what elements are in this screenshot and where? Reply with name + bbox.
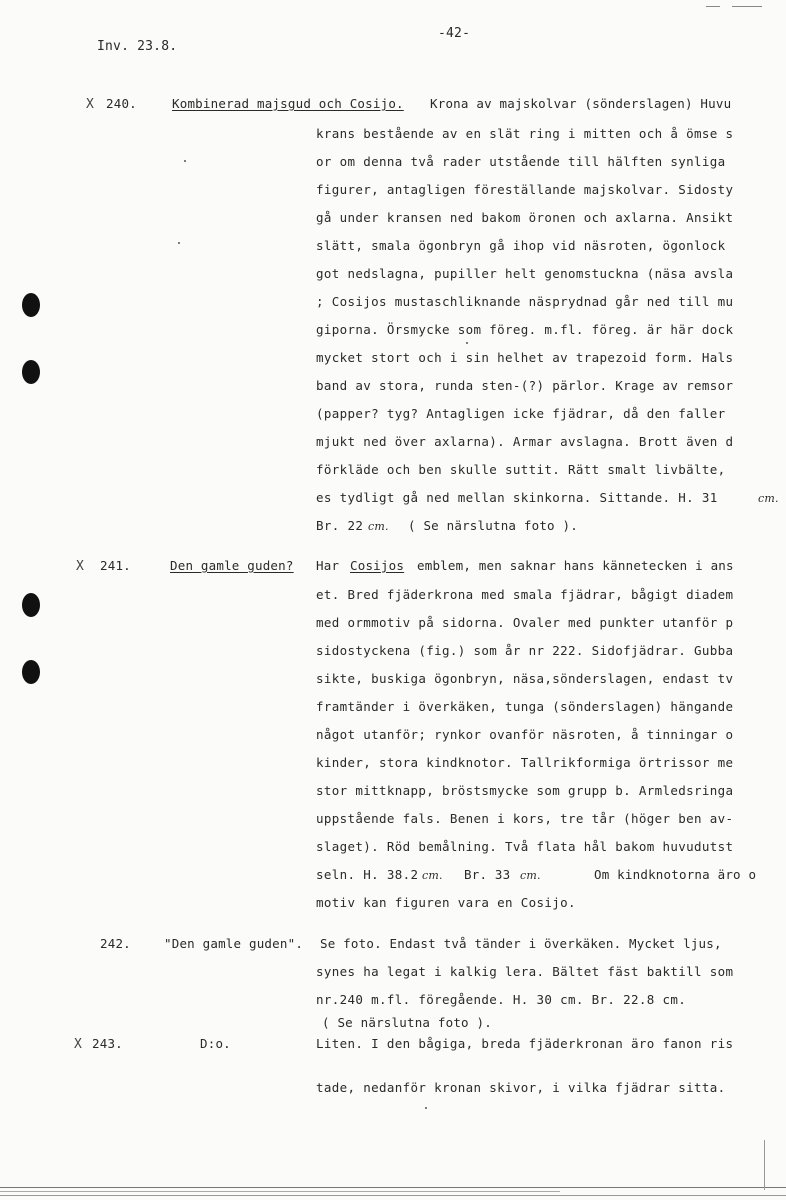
scan-mark — [706, 6, 720, 7]
entry-number: 242. — [100, 936, 131, 951]
check-mark: X — [86, 97, 94, 112]
scan-edge — [0, 1187, 786, 1188]
entry-line: gå under kransen ned bakom öronen och axlarna. Ansikt — [316, 210, 734, 225]
entry-line: krans bestående av en slät ring i mitten och å ömse s — [316, 126, 734, 141]
entry-line: Se foto. Endast två tänder i överkäken. Mycket ljus, — [320, 936, 722, 951]
entry-line: mjukt ned över axlarna). Armar avslagna. Brott även d — [316, 434, 734, 449]
entry-line: mycket stort och i sin helhet av trapezoid form. Hals — [316, 350, 734, 365]
entry-title: "Den gamle guden". — [164, 936, 304, 951]
entry-line: Br. 22 — [316, 518, 364, 533]
entry-line: (papper? tyg? Antagligen icke fjädrar, då den faller — [316, 406, 726, 421]
entry-line: got nedslagna, pupiller helt genomstuckna (näsa avsla — [316, 266, 734, 281]
entry-title: Den gamle guden? — [170, 558, 294, 573]
entry-number: 240. — [106, 96, 137, 111]
binder-hole — [22, 660, 40, 684]
entry-line: kinder, stora kindknotor. Tallrikformiga örtrissor me — [316, 755, 734, 770]
entry-line: tade, nedanför kronan skivor, i vilka fjädrar sitta. — [316, 1080, 726, 1095]
entry-line: Cosijos — [350, 558, 405, 573]
entry-line: motiv kan figuren vara en Cosijo. — [316, 895, 576, 910]
handwritten-unit: cm. — [422, 869, 443, 882]
handwritten-unit: cm. — [520, 869, 541, 882]
entry-line: es tydligt gå ned mellan skinkorna. Sittande. H. 31 — [316, 490, 718, 505]
entry-number: 243. — [92, 1036, 123, 1051]
handwritten-unit: cm. — [758, 492, 779, 505]
check-mark: X — [76, 559, 84, 574]
entry-line: något utanför; rynkor ovanför näsroten, å tinningar o — [316, 727, 734, 742]
page-number: -42- — [438, 26, 471, 41]
scan-speck — [425, 1107, 427, 1109]
scan-speck — [466, 342, 468, 344]
entry-line: framtänder i överkäken, tunga (sönderslagen) hängande — [316, 699, 734, 714]
entry-line: emblem, men saknar hans kännetecken i ans — [417, 558, 734, 573]
entry-line: band av stora, runda sten-(?) pärlor. Krage av remsor — [316, 378, 734, 393]
entry-line: slätt, smala ögonbryn gå ihop vid näsroten, ögonlock — [316, 238, 726, 253]
scan-edge — [0, 1195, 786, 1196]
entry-line: Har — [316, 558, 340, 573]
entry-line: or om denna två rader utstående till hälften synliga — [316, 154, 726, 169]
binder-hole — [22, 360, 40, 384]
entry-line: nr.240 m.fl. föregående. H. 30 cm. Br. 22.8 cm. — [316, 992, 687, 1007]
scan-edge — [764, 1140, 765, 1190]
entry-number: 241. — [100, 558, 131, 573]
entry-line: seln. H. 38.2 — [316, 867, 419, 882]
inventory-number: Inv. 23.8. — [97, 39, 178, 54]
entry-line: sidostyckena (fig.) som år nr 222. Sidofjädrar. Gubba — [316, 643, 734, 658]
photo-note: ( Se närslutna foto ). — [408, 518, 578, 533]
entry-line: Liten. I den bågiga, breda fjäderkronan äro fanon ris — [316, 1036, 734, 1051]
binder-hole — [22, 293, 40, 317]
entry-line: förkläde och ben skulle suttit. Rätt smalt livbälte, — [316, 462, 726, 477]
entry-line: sikte, buskiga ögonbryn, näsa,sönderslagen, endast tv — [316, 671, 734, 686]
scan-mark — [732, 6, 762, 7]
entry-line: stor mittknapp, bröstsmycke som grupp b. Armledsringa — [316, 783, 734, 798]
entry-title: D:o. — [200, 1036, 231, 1051]
check-mark: X — [74, 1037, 82, 1052]
photo-note: ( Se närslutna foto ). — [322, 1015, 492, 1030]
binder-hole — [22, 593, 40, 617]
entry-line: ; Cosijos mustaschliknande näsprydnad går ned till mu — [316, 294, 734, 309]
handwritten-unit: cm. — [368, 520, 389, 533]
entry-line: synes ha legat i kalkig lera. Bältet fäst baktill som — [316, 964, 734, 979]
entry-line: uppstående fals. Benen i kors, tre tår (höger ben av- — [316, 811, 734, 826]
entry-line: med ormmotiv på sidorna. Ovaler med punkter utanför p — [316, 615, 734, 630]
entry-line: figurer, antagligen föreställande majskolvar. Sidosty — [316, 182, 734, 197]
scan-speck — [184, 160, 186, 162]
entry-title: Kombinerad majsgud och Cosijo. — [172, 96, 404, 111]
scan-edge — [0, 1191, 560, 1192]
entry-line: giporna. Örsmycke som föreg. m.fl. föreg. är här dock — [316, 322, 734, 337]
entry-line: slaget). Röd bemålning. Två flata hål bakom huvudutst — [316, 839, 734, 854]
entry-line: Br. 33 — [464, 867, 511, 882]
entry-line: Om kindknotorna äro o — [594, 867, 757, 882]
scan-speck — [178, 242, 180, 244]
entry-line: Krona av majskolvar (sönderslagen) Huvu — [430, 96, 732, 111]
entry-line: et. Bred fjäderkrona med smala fjädrar, bågigt diadem — [316, 587, 734, 602]
